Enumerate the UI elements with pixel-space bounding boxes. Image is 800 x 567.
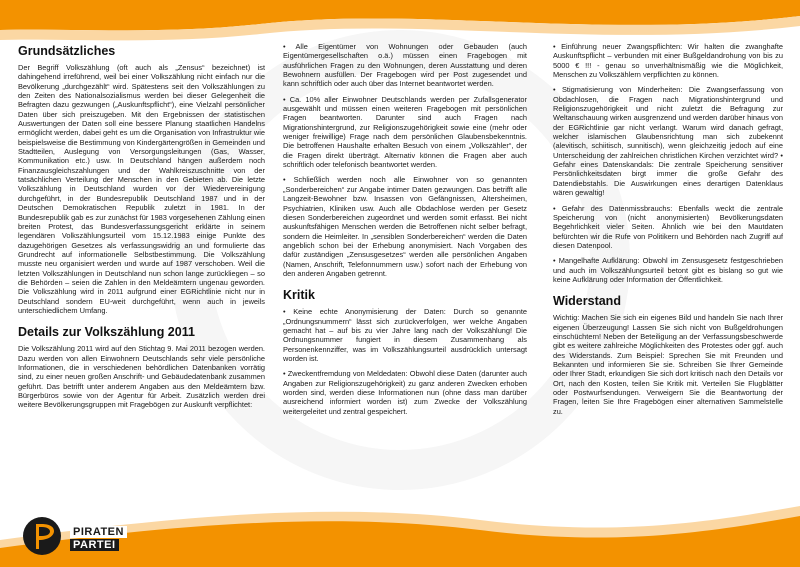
bullet-anonymisierung: • Keine echte Anonymisierung der Daten: Durch so genannte „Ordnungsnummern“ lässt sich zurückverfolgen, wer welche Angaben gemacht hat – auf bis zu vier Jahre lang nach der Volkszählung! Die Ordnungsnummer fungiert in diesem Zusammenhang als Personenkennziffer, was im Volkszählungsurteil ausdrücklich untersagt worden ist. (283, 307, 527, 363)
heading-widerstand: Widerstand (553, 294, 621, 309)
column-middle (283, 42, 527, 519)
column-right (553, 42, 783, 519)
logo-text-piraten: PIRATEN (70, 526, 127, 538)
bullet-stigmatisierung: • Stigmatisierung von Minderheiten: Die Zwangserfassung von Obdachlosen, die Fragen nach Migrationshintergrund und Religionszugehörigkeit und nicht zuletzt die Befragung zur Weltanschauung wirken ausgrenzend und werden darüber hinaus von der EGRichtlinie gar nicht verlangt. Warum wird danach gefragt, welcher islamischen Glaubensrichtung man sich zubekennt (alevitisch, schiitisch, sunnitisch), wenn gleichzeitig jedoch auf eine Unterscheidung der zahlreichen christlichen Kirchen verzichtet wird? • Gefahr eines Datenskandals: Die zentrale Speicherung sensitiver Persönlichkeitsdaten birgt immer die große Gefahr des Datendiebstahls. Die Auswirkungen eines derartigen Datenklaus wären gewaltig! (553, 85, 783, 198)
heading-kritik: Kritik (283, 288, 315, 303)
heading-details: Details zur Volkszählung 2011 (18, 325, 195, 340)
bullet-eigentuemer: • Alle Eigentümer von Wohnungen oder Gebauden (auch Eigentümergesellschaften o.ä.) müssen einen Fragebogen mit ausführlichen Fragen zu den Wohnungen, deren Ausstattung und deren Bewohnern ausfüllen. Der Fragebogen wird per Post zugesendet und kann schriftlich oder auch über das Internet beantwortet werden. (283, 42, 527, 89)
bullet-zwangspflichten: • Einführung neuer Zwangspflichten: Wir halten die zwanghafte Auskunftspflicht – verbunden mit einer Bußgeldandrohung von bis zu 5000 € !!! - genau so unverhältnismäßig wie die Möglichkeit, Menschen zu Volkszählern verpflichten zu können. (553, 42, 783, 80)
column-left (18, 36, 265, 519)
bullet-zweckentfremdung: • Zweckentfremdung von Meldedaten: Obwohl diese Daten (darunter auch Angaben zur Religionszugehörigkeit) zu ganz anderen Zwecken erhoben worden sind, werden diese Informationen nun (ohne dass man darüber ausreichend informiert worden ist) zum Zwecke der Volkszählung weitergeleitet und zentral gespeichert. (283, 369, 527, 416)
bullet-zufallsgenerator: • Ca. 10% aller Einwohner Deutschlands werden per Zufallsgenerator ausgewählt und müssen einen weiteren Fragebogen mit persönlichen Fragen beantworten. Darunter sind auch Fragen nach Migrationshintergrund, zur Religionszugehörigkeit sowie eine (mehr oder weniger freiwillige) Frage nach dem persönlichen Glaubensbekenntnis. Die betroffenen Haushalte erhalten Besuch von einem „Volkszähler“, der die Fragen direkt überträgt. Alternativ können die Fragen aber auch schriftlich oder telefonisch beantwortet werden. (283, 94, 527, 170)
logo-text-partei: PARTEI (70, 539, 119, 551)
paragraph-widerstand: Wichtig: Machen Sie sich ein eigenes Bild und handeln Sie nach Ihrer eigenen Überzeugung! Lassen Sie sich nicht von Bußgeldrohungen einschüchtern! Neben der Beteiligung an der Verfassungsbeschwerde gibt es weitere zahlreiche Möglichkeiten des Protestes oder ggf. auch des Widerstands. Zum Beispiel: Sprechen Sie mit Freunden und Bekannten und informieren Sie sie. Schreiben Sie Ihrer Gemeinde oder Ihrer Stadt, erkundigen Sie sich dort kritisch nach den Details vor Ort, nach den Kosten, teilen Sie Kritik mit. Verteilen Sie Flugblätter oder Postwurfsendungen. Verweigern Sie die Beantwortung der Fragen, leiten Sie Ihre Fragebögen einer alternativen Sammelstelle zu. (553, 313, 783, 416)
paragraph-details: Die Volkszählung 2011 wird auf den Stichtag 9. Mai 2011 bezogen werden. Dazu werden von allen Einwohnern Deutschlands sehr viele persönliche Informationen, die in verschiedenen behördlichen Datenbanken vorrätig sind, zu einer neuen großen Anschrift- und Gebäudedatenbank zusammen geführt. Das betrifft unter anderem Angaben aus den Meldeämtern bzw. Bürgerbüros sowie von der Agentur für Arbeit. Zusätzlich werden drei weitere Bevölkerungsgruppen mit Fragebögen zur Auskunft verpflichtet: (18, 344, 265, 410)
bullet-sonderbereiche: • Schließlich werden noch alle Einwohner von so genannten „Sonderbereichen“ zur Angabe intimer Daten gezwungen. Das betrifft alle Langzeit-Bewohner bzw. Insassen von Gefängnissen, Altersheimen, Psychiatrien, Kliniken usw. Auch alle Obdachlose werden per Gesetz diesen Sonderbereichen zugeordnet und werden somit erfasst. Bei nicht auskunftsfähigen Menschen werden die Betroffenen nicht selber befragt, sondern die Heimleiter. In „sensiblen Sonderbereichen“ werden die Daten angeblich schon bei der Erhebung anonymisiert. Nach Vorgaben des dafür zuständigen „Zensusgesetzes“ werden alle persönlichen Angaben (Namen, Anschrift, Telefonnummern usw.) sofort nach der Erhebung von den anderen Angaben getrennt. (283, 175, 527, 278)
paragraph-grundsaetzliches: Der Begriff Volkszählung (oft auch als „Zensus“ bezeichnet) ist dahingehend irreführend, weil bei einer Volkszählung nicht einfach nur die Bevölkerung „durchgezählt“ wird. Spätestens seit den Volkszählungen zu den Zeiten des Nationalsozialismus werden bei dieser Gelegenheit die Befragten dazu gezwungen („Auskunftspflicht“), eine Vielzahl persönlicher Daten über sich preiszugeben. Mit den Ergebnissen der statistischen Auswertungen der Daten soll eine bessere Planung staatlichen Handelns ermöglicht werden, dabei geht es um die Organisation von Infrastruktur wie beispielsweise die Bestimmung von Kindergärtengrößen in Gemeinden und Stadtteilen, Auslegung von Versorgungsleitungen (Gas, Wasser, Kommunikation etc.) usw. In Deutschland hängen außerdem noch Finanzausgleichszahlungen und der Wahlkreiszuschnitte von der tatsächlichen Verteilung der Menschen in den Gebieten ab. Die letzte Volkszählung in Deutschland wurden vor der Wiedervereinigung durchgeführt, in der Bundesrepublik Deutschland 1987 und in der Deutschen Demokratischen Republik zuletzt in 1981. In der Bundesrepublik gab es zur zunächst für 1983 vorgesehenen Zählung einen breiten Protest, das Bundesverfassungsgericht erklärte in seinem legendären Volkszählungsurteil vom 15.12.1983 einige Punkte des dazugehörigen Gesetzes als verfassungswidrig an und formulierte das Grundrecht auf informationelle Selbstbestimmung. Die Volkszählung musste neu organisiert werden und wurde auf 1987 verschoben. Weil die letzten Volkszählungen in Deutschland nun schon lange zurückliegen – so die Behörden – seien die Zahlen in den Meldeämtern ungenau geworden. Die Volkszählung wird in 2011 aufgrund einer EGRichtlinie nicht nur in Deutschland sondern EU-weit durchgeführt, wenn auch in jeweils unterschiedlichem Umfang. (18, 63, 265, 315)
heading-grundsaetzliches: Grundsätzliches (18, 44, 116, 58)
sail-flag-icon (22, 516, 64, 556)
piratenpartei-logo (22, 516, 192, 556)
bullet-datenmissbrauch: • Gefahr des Datenmissbrauchs: Ebenfalls weckt die zentrale Speicherung von (nicht anonymisierten) Bevölkerungsdaten Begehrlichkeit vieler Seiten. Ähnlich wie bei den Mautdaten befürchten wir die Rufe von Politikern und Behörden nach Zugriff auf diesen Datenpool. (553, 203, 783, 250)
bullet-aufklaerung: • Mangelhafte Aufklärung: Obwohl im Zensusgesetz festgeschrieben und auch im Volkszählungsurteil betont gibt es bislang so gut wie keine Aufklärung oder Information der Öffentlichkeit. (553, 256, 783, 284)
